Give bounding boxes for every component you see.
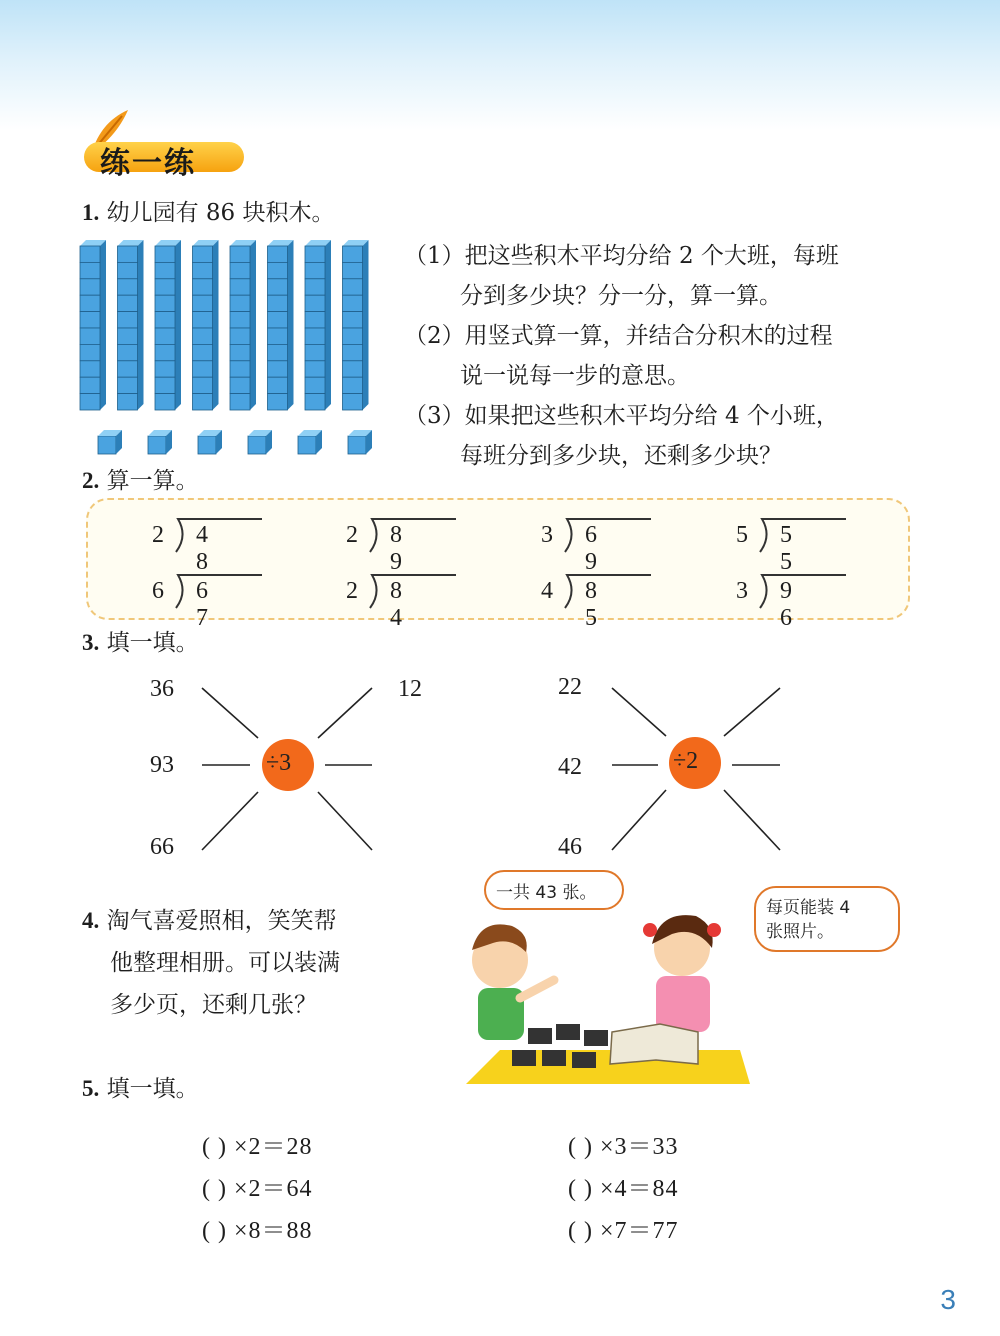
ten-rod xyxy=(230,240,256,410)
divisor: 6 xyxy=(152,578,164,604)
q1-parts xyxy=(404,236,924,476)
ten-rod xyxy=(80,240,106,410)
divisor: 3 xyxy=(541,522,553,548)
sun1-num-topleft: 36 xyxy=(150,676,174,702)
divisor: 2 xyxy=(346,578,358,604)
divisor: 5 xyxy=(736,522,748,548)
dividend: 6 9 xyxy=(585,522,609,575)
dividend: 4 8 xyxy=(196,522,220,575)
q3-heading xyxy=(82,624,199,657)
dividend: 8 4 xyxy=(390,578,414,631)
q5-left-2: ( ) ×2＝64 xyxy=(202,1176,313,1202)
q5-left-3: ( ) ×8＝88 xyxy=(202,1218,313,1244)
girl-speech-bubble: 每页能装 4 张照片。 xyxy=(754,886,900,952)
unit-cube xyxy=(348,430,372,454)
ten-rod xyxy=(343,240,369,410)
divisor: 3 xyxy=(736,578,748,604)
ten-rod xyxy=(268,240,294,410)
girl-shirt xyxy=(656,976,710,1032)
q3-text: 填一填。 xyxy=(106,630,199,656)
q5-right-3: ( ) ×7＝77 xyxy=(568,1218,679,1244)
sun1-num-topright: 12 xyxy=(398,676,422,702)
sun1-center-label: ÷3 xyxy=(266,750,292,776)
q1-number: 1. xyxy=(82,200,100,225)
unit-cube xyxy=(298,430,322,454)
q2-heading xyxy=(82,462,199,495)
boy-speech-bubble: 一共 43 张。 xyxy=(484,870,624,910)
q5-heading xyxy=(82,1070,199,1103)
q5-number: 5. xyxy=(82,1076,100,1101)
sun2-num-left: 42 xyxy=(558,754,582,780)
unit-cube xyxy=(248,430,272,454)
q1-part-1-line2: 分到多少块？分一分，算一算。 xyxy=(460,283,782,309)
dividend: 6 7 xyxy=(196,578,220,631)
q5-left-1: ( ) ×2＝28 xyxy=(202,1134,313,1160)
dividend: 8 9 xyxy=(390,522,414,575)
q1-heading xyxy=(82,194,334,227)
sun1-num-bottomleft: 66 xyxy=(150,834,174,860)
q1-text: 幼儿园有 86 块积木。 xyxy=(106,200,335,226)
unit-cube xyxy=(198,430,222,454)
q5-right-2: ( ) ×4＝84 xyxy=(568,1176,679,1202)
q1-part-3-line2: 每班分到多少块，还剩多少块？ xyxy=(460,443,782,469)
photo-album xyxy=(610,1024,698,1064)
sun1-num-left: 93 xyxy=(150,752,174,778)
q1-part-2-line2: 说一说每一步的意思。 xyxy=(460,363,690,389)
unit-cube xyxy=(148,430,172,454)
children-illustration xyxy=(460,900,760,1086)
dividend: 8 5 xyxy=(585,578,609,631)
sun2-center-label: ÷2 xyxy=(673,748,699,774)
sun2-num-topleft: 22 xyxy=(558,674,582,700)
ten-rod xyxy=(193,240,219,410)
dividend: 5 5 xyxy=(780,522,804,575)
dividend: 9 6 xyxy=(780,578,804,631)
q2-text: 算一算。 xyxy=(106,468,199,494)
divisor: 2 xyxy=(152,522,164,548)
q1-part-1: （1）把这些积木平均分给 2 个大班，每班 xyxy=(404,243,839,269)
base-ten-blocks xyxy=(76,238,376,460)
title-text: 练一练 xyxy=(100,146,196,181)
unit-cube xyxy=(98,430,122,454)
q4-number: 4. xyxy=(82,908,100,933)
ten-rod xyxy=(155,240,181,410)
q1-part-2: （2）用竖式算一算，并结合分积木的过程 xyxy=(404,323,833,349)
q5-text: 填一填。 xyxy=(106,1076,199,1102)
ten-rod xyxy=(305,240,331,410)
q4-text: 4. 淘气喜爱照相，笑笑帮 他整理相册。可以装满 多少页，还剩几张？ xyxy=(82,908,340,1018)
sun2-num-bottomleft: 46 xyxy=(558,834,582,860)
divisor: 4 xyxy=(541,578,553,604)
q5-right-1: ( ) ×3＝33 xyxy=(568,1134,679,1160)
section-title xyxy=(78,108,248,181)
divisor: 2 xyxy=(346,522,358,548)
q3-number: 3. xyxy=(82,630,100,655)
ten-rod xyxy=(118,240,144,410)
table-surface xyxy=(466,1050,750,1084)
q2-number: 2. xyxy=(82,468,100,493)
q1-part-3: （3）如果把这些积木平均分给 4 个小班， xyxy=(404,403,839,429)
page-number: 3 xyxy=(940,1284,956,1315)
